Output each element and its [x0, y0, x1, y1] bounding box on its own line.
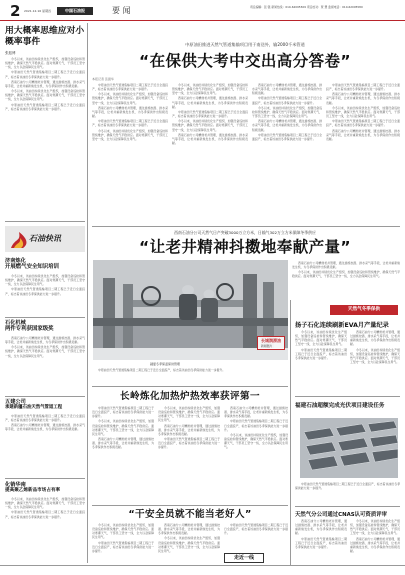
- lower-left-col-3: [224, 406, 288, 502]
- sidebar-rule: [5, 478, 85, 479]
- lead-paragraph: 今冬以来，该油田持续优化生产组织，加强设备巡检和管线维护，确保天然气平稳供应。面对寒潮天气，干部员工坚守一线，全力以赴保障民生用气。: [92, 92, 168, 105]
- sidebar-brand-title: 石油快讯: [29, 233, 61, 243]
- right-item-3-headline: 天然气分公司通过CNAS认可资质评审: [295, 512, 387, 518]
- lead-column-4: [326, 83, 400, 223]
- lead-paragraph: 今冬以来，该油田持续优化生产组织，加强设备巡检和管线维护，确保天然气平稳供应。面对寒潮天气，干部员工坚守一线，全力以赴保障民生用气。: [172, 119, 248, 132]
- lead-column-2: [172, 83, 248, 223]
- sidebar-paragraph: 中原油田天然气管道集输项目二期工程已于近日全面投产，标志着该油田冬季保供能力进一步提升。: [5, 102, 85, 111]
- sidebar-top-body: [5, 57, 85, 217]
- sidebar-brand-box: [5, 226, 85, 252]
- lead-paragraph: 西南石油分公司精细老井管理，通过措施挖潜、排水采气等手段，让老井重新焕发生机，为冬季保供作出积极贡献。: [252, 119, 322, 132]
- sidebar-paragraph: 今冬以来，该油田持续优化生产组织，加强设备巡检和管线维护，确保天然气平稳供应。面对寒潮天气，干部员工坚守一线，全力以赴保障民生用气。: [5, 57, 85, 70]
- lower-paragraph: 中原油田天然气管道集输项目二期工程已于近日全面投产，标志着该油田冬季保供能力进一步提升。: [92, 406, 154, 419]
- bottom-paragraph: 今冬以来，该油田持续优化生产组织，加强设备巡检和管线维护，确保天然气平稳供应。面对寒潮天气，干部员工坚守一线，全力以赴保障民生用气。: [158, 536, 220, 553]
- lead-paragraph: 中原油田天然气管道集输项目二期工程已于近日全面投产，标志着该油田冬季保供能力进一步提升。: [92, 119, 168, 128]
- section-title: 要 闻: [112, 6, 131, 15]
- solar-photo: [300, 418, 398, 478]
- footer-band: [0, 565, 405, 575]
- lower-paragraph: 今冬以来，该油田持续优化生产组织，加强设备巡检和管线维护，确保天然气平稳供应。面对寒潮天气，干部员工坚守一线，全力以赴保障民生用气。: [158, 406, 220, 423]
- right-paragraph: 中原油田天然气管道集输项目二期工程已于近日全面投产，标志着该油田冬季保供能力进一步提升。: [295, 482, 400, 491]
- bottom-col-2: [158, 523, 220, 563]
- sidebar-paragraph: 中原油田天然气管道集输项目二期工程已于近日全面投产，标志着该油田冬季保供能力进一步提升。: [5, 287, 85, 296]
- lead-paragraph: 中原油田天然气管道集输项目二期工程已于近日全面投产，标志着该油田冬季保供能力进一步提升。: [92, 83, 168, 92]
- sidebar-top-headline: 用大概率思维应对小概率事件: [5, 26, 85, 47]
- sidebar-news-4: [5, 482, 85, 495]
- right-item-3-col-b: [350, 519, 400, 563]
- pipes-photo-caption: 越夏冬季保温保供管理: [150, 362, 181, 366]
- sidebar-paragraph: 今冬以来，该油田持续优化生产组织，加强设备巡检和管线维护，确保天然气平稳供应。面对寒潮天气，干部员工坚守一线，全力以赴保障民生用气。: [5, 274, 85, 287]
- lead-paragraph: 西南石油分公司精细老井管理，通过措施挖潜、排水采气等手段，让老井重新焕发生机，为冬季保供作出积极贡献。: [326, 92, 400, 105]
- lead-paragraph: 今冬以来，该油田持续优化生产组织，加强设备巡检和管线维护，确保天然气平稳供应。面对寒潮天气，干部员工坚守一线，全力以赴保障民生用气。: [252, 105, 322, 119]
- photo-tag: [257, 336, 285, 350]
- sidebar-paragraph: 今冬以来，该油田持续优化生产组织，加强设备巡检和管线维护，确保天然气平稳供应。面对寒潮天气，干部员工坚守一线，全力以赴保障民生用气。: [5, 345, 85, 358]
- sidebar-rule: [5, 221, 85, 222]
- close-to-frontline-tag: [224, 553, 264, 563]
- sidebar-news-3: [5, 399, 85, 412]
- lead-column-1: [92, 83, 168, 223]
- right-paragraph: 西南石油分公司精细老井管理，通过措施挖潜、排水采气等手段，让老井重新焕发生机，为冬季保供作出积极贡献。: [350, 330, 400, 347]
- sidebar-paragraph: 今冬以来，该油田持续优化生产组织，加强设备巡检和管线维护，确保天然气平稳供应。面对寒潮天气，干部员工坚守一线，全力以赴保障民生用气。: [5, 497, 85, 510]
- right-paragraph: 今冬以来，该油田持续优化生产组织，加强设备巡检和管线维护，确保天然气平稳供应。面对寒潮天气，干部员工坚守一线，全力以赴保障民生用气。: [350, 519, 400, 536]
- lead-paragraph: 今冬以来，该油田持续优化生产组织，加强设备巡检和管线维护，确保天然气平稳供应。面对寒潮天气，干部员工坚守一线，全力以赴保障民生用气。: [172, 83, 248, 96]
- lower-paragraph: 中原油田天然气管道集输项目二期工程已于近日全面投产，标志着该油田冬季保供能力进一步提升。: [158, 437, 220, 450]
- sidebar-news-1-subtitle: 开展燃气安全知识培训: [5, 264, 59, 271]
- bottom-paragraph: 中原油田天然气管道集输项目二期工程已于近日全面投产，标志着该油田冬季保供能力进一步提升。: [92, 540, 154, 553]
- lead-paragraph: 西南石油分公司精细老井管理，通过措施挖潜、排水采气等手段，让老井重新焕发生机，为冬季保供作出积极贡献。: [172, 96, 248, 109]
- sidebar-news-3-subtitle: 承建新疆石油天然气管道工程: [5, 405, 63, 411]
- lead-paragraph: 中原油田天然气管道集输项目二期工程已于近日全面投产，标志着该油田冬季保供能力进一步提升。: [326, 83, 400, 92]
- sidebar-news-1-body: [5, 274, 85, 314]
- right-item-2-headline: 福建石油超额完成光伏项目建设任务: [295, 403, 385, 409]
- bottom-col-1: [92, 523, 154, 563]
- bottom-col-3: [224, 523, 288, 551]
- sidebar-news-2-subtitle: 两件专利获国家级奖: [5, 326, 54, 333]
- lower-paragraph: 西南石油分公司精细老井管理，通过措施挖潜、排水采气等手段，让老井重新焕发生机，为冬季保供作出积极贡献。: [92, 437, 154, 450]
- sidebar-paragraph: 中原油田天然气管道集输项目二期工程已于近日全面投产，标志着该油田冬季保供能力进一步提升。: [5, 414, 85, 423]
- sidebar-news-4-body: [5, 497, 85, 561]
- lower-paragraph: 今冬以来，该油田持续优化生产组织，加强设备巡检和管线维护，确保天然气平稳供应。面对寒潮天气，干部员工坚守一线，全力以赴保障民生用气。: [224, 432, 288, 450]
- sidebar-news-3-title: 五建公司: [5, 399, 26, 405]
- right-item-2-body: [295, 482, 400, 502]
- bottom-paragraph: 西南石油分公司精细老井管理，通过措施挖潜、排水采气等手段，让老井重新焕发生机，为冬季保供作出积极贡献。: [158, 523, 220, 536]
- masthead: [0, 0, 405, 21]
- lead-paragraph: 中原油田天然气管道集输项目二期工程已于近日全面投产，标志着该油田冬季保供能力进一步提升。: [326, 119, 400, 128]
- right-paragraph: 西南石油分公司精细老井管理，通过措施挖潜、排水采气等手段，让老井重新焕发生机，为冬季保供作出积极贡献。: [350, 536, 400, 553]
- lead-paragraph: 今冬以来，该油田持续优化生产组织，加强设备巡检和管线维护，确保天然气平稳供应。面对寒潮天气，干部员工坚守一线，全力以赴保障民生用气。: [326, 105, 400, 119]
- second-paragraph: 今冬以来，该油田持续优化生产组织，加强设备巡检和管线维护，确保天然气平稳供应。面对寒潮天气，干部员工坚守一线，全力以赴保障民生用气。: [292, 270, 400, 279]
- lead-paragraph: 今冬以来，该油田持续优化生产组织，加强设备巡检和管线维护，确保天然气平稳供应。面对寒潮天气，干部员工坚守一线，全力以赴保障民生用气。: [92, 128, 168, 141]
- pipes-photo: [93, 260, 288, 360]
- sidebar-news-2-body: [5, 336, 85, 392]
- lead-byline: 本报记者 张振华: [92, 77, 114, 81]
- second-column-right: [292, 261, 400, 301]
- lead-paragraph: 西南石油分公司精细老井管理，通过措施挖潜、排水采气等手段，让老井重新焕发生机，为冬季保供作出积极贡献。: [326, 128, 400, 141]
- lead-column-3: [252, 83, 322, 223]
- right-item-3-col-a: [295, 519, 347, 563]
- sidebar-news-3-body: [5, 414, 85, 474]
- solar-panels-image: [300, 418, 398, 478]
- right-paragraph: 中原油田天然气管道集输项目二期工程已于近日全面投产，标志着该油田冬季保供能力进一步提升。: [295, 347, 347, 360]
- lead-paragraph: 中原油田天然气管道集输项目二期工程已于近日全面投产，标志着该油田冬季保供能力进一步提升。: [252, 132, 322, 141]
- sidebar-news-2-title: 石化机械: [5, 320, 26, 326]
- lower-paragraph: 今冬以来，该油田持续优化生产组织，加强设备巡检和管线维护，确保天然气平稳供应。面对寒潮天气，干部员工坚守一线，全力以赴保障民生用气。: [92, 419, 154, 436]
- bottom-paragraph: 今冬以来，该油田持续优化生产组织，加强设备巡检和管线维护，确保天然气平稳供应。面对寒潮天气，干部员工坚守一线，全力以赴保障民生用气。: [92, 523, 154, 540]
- second-kicker: 西南石油分公司天然气日产突破3000万立方米，日输气302万立方米保障冬季供应: [174, 230, 316, 235]
- right-rule: [295, 396, 400, 397]
- lower-left-headline: 长岭炼化加热炉热效率获评第一: [120, 391, 260, 402]
- sidebar-rule: [5, 396, 85, 397]
- editor-info: 责任编辑：张 强 新闻热线：010-62095509 责任校对：贾 慧 监督电话：010-62095580: [250, 5, 363, 9]
- photo-caption-body: [92, 368, 288, 386]
- issue-date: 2021.12.16 星期四: [24, 9, 52, 13]
- sidebar-news-1: [5, 258, 85, 271]
- sidebar-news-2: [5, 320, 85, 333]
- sidebar-news-4-title: 化销华南: [5, 482, 26, 488]
- sidebar-paragraph: 中原油田天然气管道集输项目二期工程已于近日全面投产，标志着该油田冬季保供能力进一步提升。: [5, 510, 85, 519]
- lead-paragraph: 西南石油分公司精细老井管理，通过措施挖潜、排水采气等手段，让老井重新焕发生机，为冬季保供作出积极贡献。: [92, 105, 168, 119]
- right-paragraph: 西南石油分公司精细老井管理，通过措施挖潜、排水采气等手段，让老井重新焕发生机，为冬季保供作出积极贡献。: [295, 519, 347, 536]
- bottom-paragraph: 中原油田天然气管道集输项目二期工程已于近日全面投产，标志着该油田冬季保供能力进一步提升。: [224, 523, 288, 536]
- caption-paragraph: 中原油田天然气管道集输项目二期工程已于近日全面投产，标志着该油田冬季保供能力进一步提升。: [98, 368, 226, 372]
- sidebar-news-4-subtitle: 提高聚乙烯新品市场占有率: [5, 488, 61, 494]
- photo-tag-title: 长城润滑油: [261, 338, 281, 343]
- lower-left-col-1: [92, 406, 154, 502]
- section-rule: [92, 226, 400, 227]
- sidebar-paragraph: 中原油田天然气管道集输项目二期工程已于近日全面投产，标志着该油田冬季保供能力进一步提升。: [5, 70, 85, 79]
- right-paragraph: 今冬以来，该油田持续优化生产组织，加强设备巡检和管线维护，确保天然气平稳供应。面对寒潮天气，干部员工坚守一线，全力以赴保障民生用气。: [350, 347, 400, 364]
- sidebar-paragraph: 西南石油分公司精细老井管理，通过措施挖潜、排水采气等手段，让老井重新焕发生机，为冬季保供作出积极贡献。: [5, 79, 85, 88]
- lower-paragraph: 西南石油分公司精细老井管理，通过措施挖潜、排水采气等手段，让老井重新焕发生机，为冬季保供作出积极贡献。: [224, 406, 288, 419]
- right-item-1-headline: 扬子石化连续刷新EVA月产量纪录: [295, 322, 389, 329]
- section-rule: [92, 505, 288, 506]
- lower-paragraph: 中原油田天然气管道集输项目二期工程已于近日全面投产，标志着该油田冬季保供能力进一步提升。: [224, 419, 288, 432]
- lead-paragraph: 中原油田天然气管道集输项目二期工程已于近日全面投产，标志着该油田冬季保供能力进一步提升。: [252, 96, 322, 105]
- second-paragraph: 西南石油分公司精细老井管理，通过措施挖潜、排水采气等手段，让老井重新焕发生机，为冬季保供作出积极贡献。: [292, 261, 400, 270]
- sidebar-paragraph: 今冬以来，该油田持续优化生产组织，加强设备巡检和管线维护，确保天然气平稳供应。面对寒潮天气，干部员工坚守一线，全力以赴保障民生用气。: [5, 89, 85, 102]
- sidebar-paragraph: 西南石油分公司精细老井管理，通过措施挖潜、排水采气等手段，让老井重新焕发生机，为冬季保供作出积极贡献。: [5, 423, 85, 432]
- right-item-1-col-a: [295, 330, 347, 392]
- winter-supply-badge: 天然气冬季保供: [330, 305, 398, 315]
- lead-paragraph: 中原油田天然气管道集输项目二期工程已于近日全面投产，标志着该油田冬季保供能力进一步提升。: [172, 109, 248, 119]
- right-column-divider: [290, 300, 291, 565]
- bottom-headline: “干安全员就不能当老好人”: [128, 509, 252, 520]
- lower-left-col-2: [158, 406, 220, 502]
- lead-paragraph: 西南石油分公司精细老井管理，通过措施挖潜、排水采气等手段，让老井重新焕发生机，为冬季保供作出积极贡献。: [252, 83, 322, 96]
- right-rule: [295, 506, 400, 507]
- lead-headline: “在保供大考中交出高分答卷”: [139, 52, 351, 70]
- sidebar-divider: [87, 23, 88, 563]
- sidebar-top-byline: 张振博: [5, 51, 16, 55]
- sidebar-rule: [5, 317, 85, 318]
- section-rule: [92, 386, 288, 387]
- paper-name: 中国石油报: [57, 7, 93, 15]
- second-headline: “让老井精神抖擞地奉献产量”: [139, 238, 351, 256]
- page-number: 2: [10, 2, 21, 20]
- sidebar-paragraph: 西南石油分公司精细老井管理，通过措施挖潜、排水采气等手段，让老井重新焕发生机，为冬季保供作出积极贡献。: [5, 336, 85, 345]
- photo-tag-subtitle: 新闻图片: [261, 344, 273, 348]
- sidebar-news-1-title: 济南炼化: [5, 258, 26, 264]
- right-item-1-col-b: [350, 330, 400, 392]
- close-to-frontline-label: 走近一线: [233, 555, 254, 561]
- lead-paragraph: 西南石油分公司精细老井管理，通过措施挖潜、排水采气等手段，让老井重新焕发生机，为冬季保供作出积极贡献。: [172, 132, 248, 145]
- right-paragraph: 中原油田天然气管道集输项目二期工程已于近日全面投产，标志着该油田冬季保供能力进一步提升。: [295, 536, 347, 549]
- right-paragraph: 今冬以来，该油田持续优化生产组织，加强设备巡检和管线维护，确保天然气平稳供应。面对寒潮天气，干部员工坚守一线，全力以赴保障民生用气。: [295, 330, 347, 347]
- lead-kicker: 中原油田推进天然气管道集输项目用于南送外，输2000千米管道: [185, 42, 305, 47]
- lower-paragraph: 西南石油分公司精细老井管理，通过措施挖潜、排水采气等手段，让老井重新焕发生机，为冬季保供作出积极贡献。: [158, 423, 220, 436]
